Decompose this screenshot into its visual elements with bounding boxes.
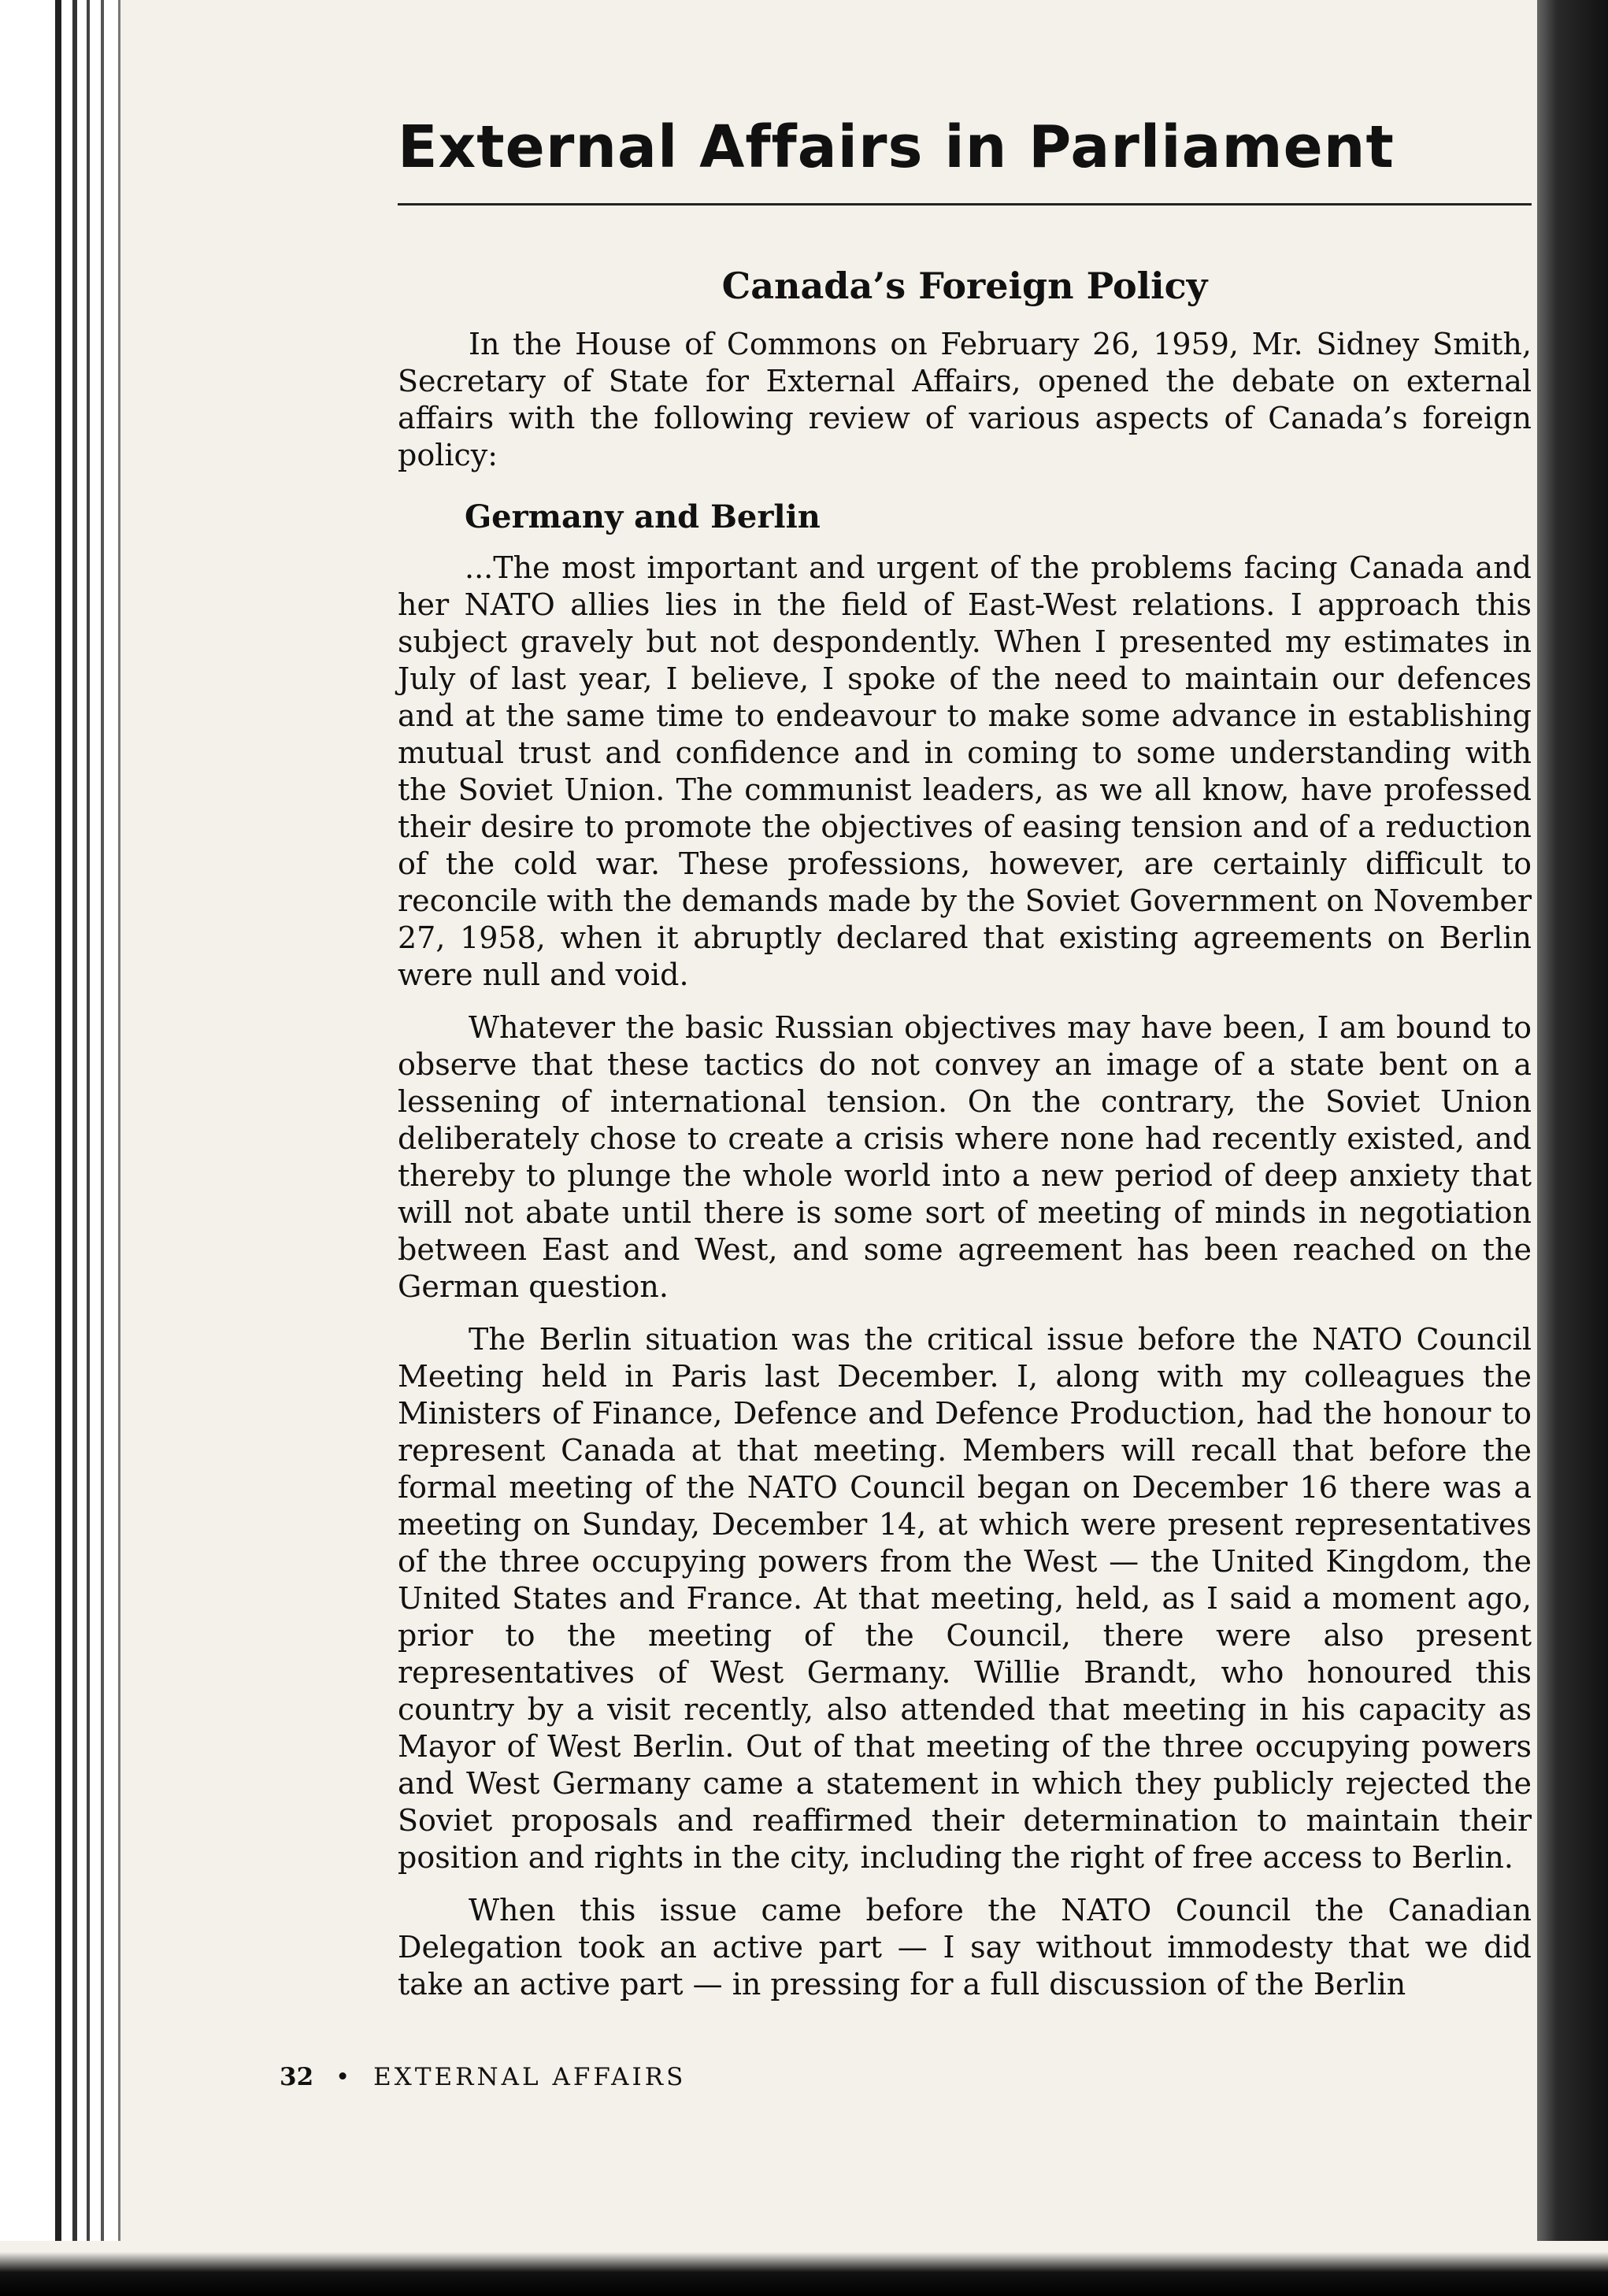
page-right-edge <box>1521 0 1608 2296</box>
page-binding-edge <box>0 0 205 2296</box>
subheading: Germany and Berlin <box>465 498 821 535</box>
document-page <box>398 113 1532 2134</box>
page-bottom-edge <box>0 2241 1608 2296</box>
body-paragraph: When this issue came before the NATO Council the Canadian Delegation took an active part — I say without immodesty that we did take an active part — in pressing for a full discussion of the Berlin <box>398 1893 1532 2002</box>
article-title: Canada’s Foreign Policy <box>721 265 1208 307</box>
article-body <box>398 326 1532 2019</box>
footer-separator: • <box>335 2063 350 2091</box>
body-paragraph: Whatever the basic Russian objectives may have been, I am bound to observe that these tactics do not convey an image of a state bent on a lessening of international tension. On the contrary, the Soviet Union deliberately chose to create a crisis where none had recently existed, and thereby to plunge the whole world into a new period of deep anxiety that will not abate until there is some sort of meeting of minds in negotiation between East and West, and some agreement has been reached on the German question. <box>398 1010 1532 1304</box>
intro-paragraph: In the House of Commons on February 26, 1959, Mr. Sidney Smith, Secretary of State for External Affairs, opened the debate on external affairs with the following review of various aspects of Canada’s foreign policy: <box>398 327 1532 472</box>
section-title: External Affairs in Parliament <box>398 113 1395 181</box>
body-paragraph: ...The most important and urgent of the problems facing Canada and her NATO allies lies in the field of East-West relations. I approach this subject gravely but not despondently. When I presented my estimates in July of last year, I believe, I spoke of the need to maintain our defences and at the same time to endeavour to make some advance in establishing mutual trust and confidence and in coming to some understanding with the Soviet Union. The communist leaders, as we all know, have professed their desire to promote the objectives of easing tension and of a reduction of the cold war. These professions, however, are certainly difficult to reconcile with the demands made by the Soviet Government on November 27, 1958, when it abruptly declared that existing agreements on Berlin were null and void. <box>398 550 1532 992</box>
page-number: 32 <box>280 2063 314 2091</box>
publication-name: EXTERNAL AFFAIRS <box>373 2063 687 2091</box>
page-footer <box>280 2063 686 2091</box>
title-divider <box>398 203 1532 206</box>
body-paragraph: The Berlin situation was the critical issue before the NATO Council Meeting held in Paris last December. I, along with my colleagues the Ministers of Finance, Defence and Defence Production, had the honour to represent Canada at that meeting. Members will recall that before the formal meeting of the NATO Council began on December 16 there was a meeting on Sunday, December 14, at which were present representatives of the three occupying powers from the West — the United Kingdom, the United States and France. At that meeting, held, as I said a moment ago, prior to the meeting of the Council, there were also present representatives of West Germany. Willie Brandt, who honoured this country by a visit recently, also attended that meeting in his capacity as Mayor of West Berlin. Out of that meeting of the three occupying powers and West Germany came a statement in which they publicly rejected the Soviet proposals and reaffirmed their determination to maintain their position and rights in the city, including the right of free access to Berlin. <box>398 1322 1532 1875</box>
